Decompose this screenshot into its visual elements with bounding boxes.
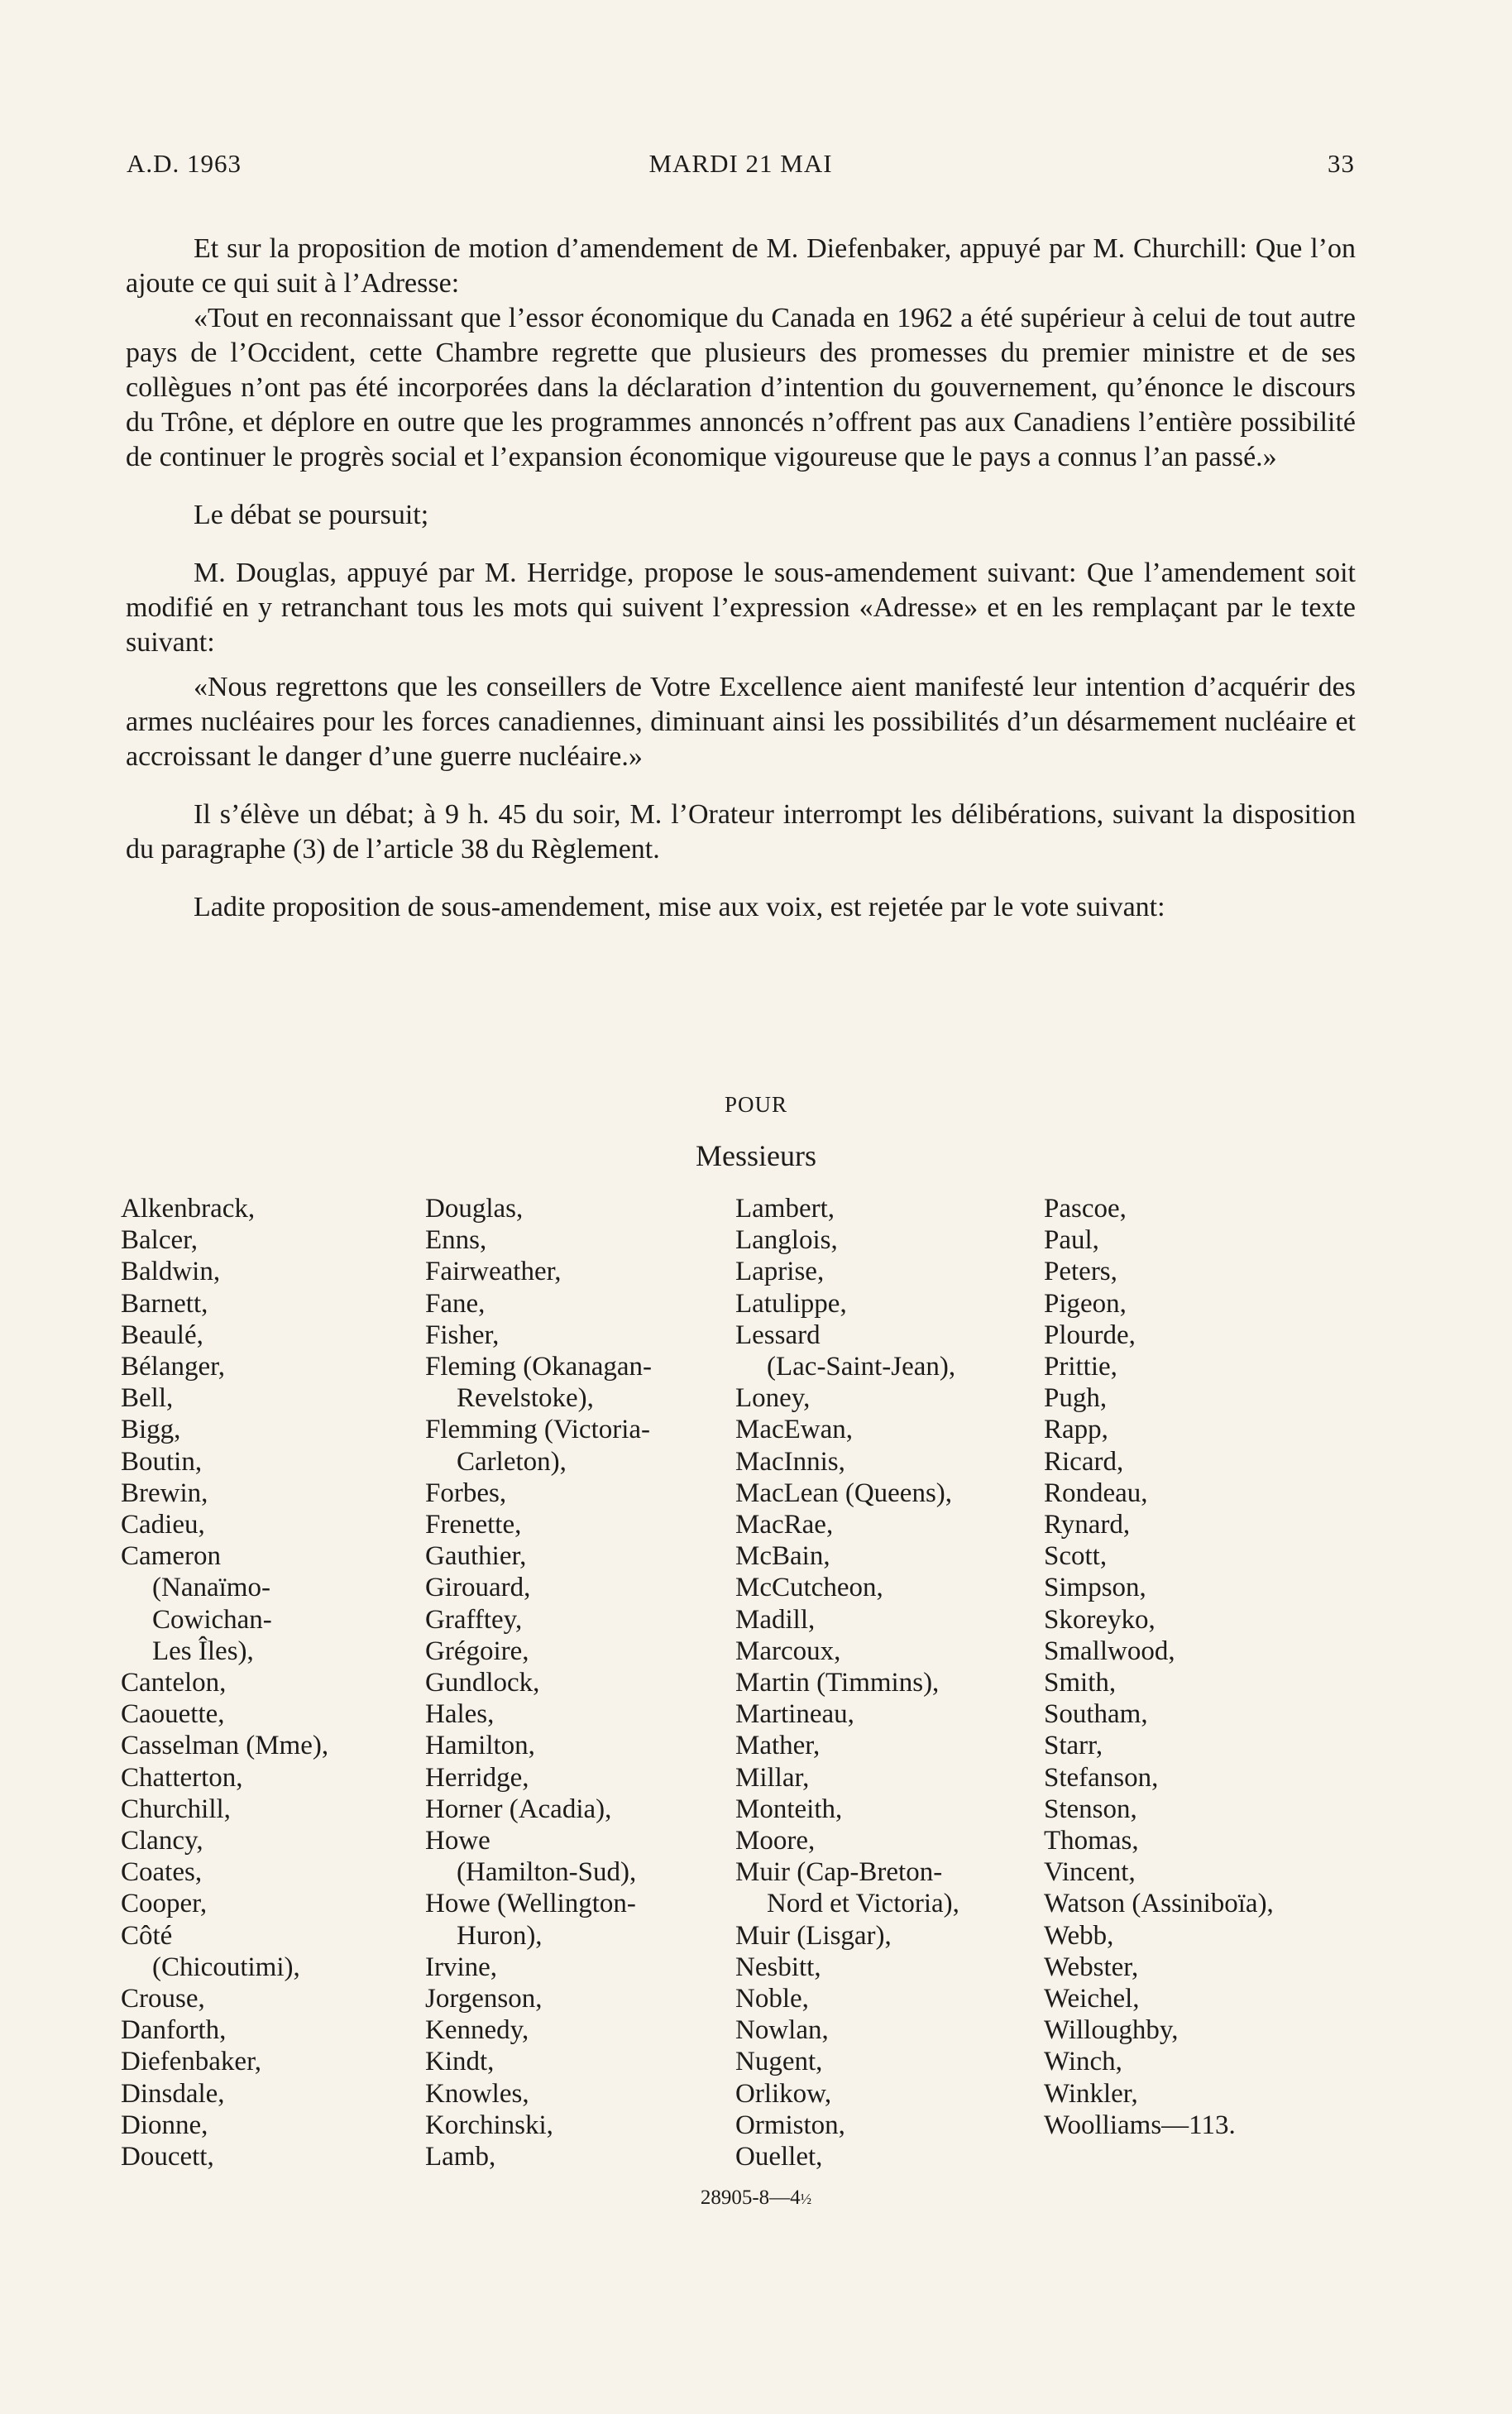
member-name: Cooper,	[121, 1889, 208, 1919]
member-name: Winch,	[1044, 2047, 1122, 2077]
member-name: Winkler,	[1044, 2078, 1138, 2109]
member-name: McBain,	[735, 1541, 830, 1572]
member-name: Chatterton,	[121, 1762, 243, 1793]
member-name: Smallwood,	[1044, 1636, 1175, 1666]
member-name: Gundlock,	[425, 1668, 540, 1698]
member-name: Monteith,	[735, 1794, 843, 1824]
subamendment-paragraph: M. Douglas, appuyé par M. Herridge, propose le sous-amendement suivant: Que l’amendement soit modifié en y retranchant tous les mots qui suivent l’expression «Adresse» et en les remplaçant par le texte suivant:	[126, 558, 1356, 658]
member-name: Ormiston,	[735, 2110, 845, 2140]
member-name: Casselman (Mme),	[121, 1731, 329, 1761]
member-name: Pascoe,	[1044, 1194, 1127, 1224]
member-name: Cameron	[121, 1541, 221, 1572]
member-name: Stefanson,	[1044, 1762, 1159, 1793]
member-name: Nesbitt,	[735, 1952, 821, 1982]
member-name: Webb,	[1044, 1920, 1114, 1951]
print-code-fraction: ½	[800, 2191, 812, 2207]
member-name: Horner (Acadia),	[425, 1794, 612, 1824]
member-name: Ouellet,	[735, 2142, 823, 2172]
member-name: Boutin,	[121, 1446, 203, 1477]
member-name: Cowichan-	[152, 1604, 272, 1635]
debate-interrupted: Il s’élève un débat; à 9 h. 45 du soir, M. l’Orateur interrompt les délibérations, suivant la disposition du paragraphe (3) de l’article 38 du Règlement.	[126, 799, 1356, 865]
member-name: Howe	[425, 1826, 490, 1856]
member-name: Muir (Lisgar),	[735, 1920, 892, 1951]
member-name: Nord et Victoria),	[767, 1889, 959, 1919]
member-name: Grégoire,	[425, 1636, 529, 1666]
member-name: Smith,	[1044, 1668, 1117, 1698]
member-name: (Nanaïmo-	[152, 1573, 270, 1603]
member-name: Balcer,	[121, 1225, 199, 1256]
debate-continues: Le débat se poursuit;	[194, 500, 429, 530]
member-name: Enns,	[425, 1225, 487, 1256]
member-name: Orlikow,	[735, 2078, 832, 2109]
member-name: Paul,	[1044, 1225, 1099, 1256]
member-name: Doucett,	[121, 2142, 214, 2172]
member-name: Rapp,	[1044, 1415, 1108, 1445]
member-name: Lamb,	[425, 2142, 496, 2172]
member-name: Lambert,	[735, 1194, 835, 1224]
member-name: Ricard,	[1044, 1446, 1124, 1477]
member-name: Lessard	[735, 1320, 821, 1350]
member-name: Cantelon,	[121, 1668, 227, 1698]
vote-result: Ladite proposition de sous-amendement, mise aux voix, est rejetée par le vote suivant:	[194, 892, 1165, 922]
member-name: Peters,	[1044, 1257, 1117, 1287]
member-name: Muir (Cap-Breton-	[735, 1857, 943, 1888]
member-name: Martin (Timmins),	[735, 1668, 940, 1698]
member-name: McCutcheon,	[735, 1573, 883, 1603]
member-name: Girouard,	[425, 1573, 531, 1603]
member-name: Southam,	[1044, 1699, 1148, 1730]
member-name: Beaulé,	[121, 1320, 203, 1350]
member-name: MacLean (Queens),	[735, 1478, 953, 1508]
member-name: Huron),	[457, 1920, 543, 1951]
member-name: Brewin,	[121, 1478, 208, 1508]
member-name: Weichel,	[1044, 1984, 1140, 2014]
member-name: Webster,	[1044, 1952, 1139, 1982]
member-name: Forbes,	[425, 1478, 507, 1508]
member-name: Douglas,	[425, 1194, 524, 1224]
member-name: MacEwan,	[735, 1415, 854, 1445]
motion-paragraph: Et sur la proposition de motion d’amendement de M. Diefenbaker, appuyé par M. Churchill: Que l’on ajoute ce qui suit à l’Adresse:	[126, 233, 1356, 299]
member-name: Korchinski,	[425, 2110, 553, 2140]
member-name: Nowlan,	[735, 2015, 829, 2046]
member-name: Knowles,	[425, 2078, 529, 2109]
member-name: Rondeau,	[1044, 1478, 1148, 1508]
vote-subheading: Messieurs	[696, 1139, 816, 1172]
member-name: Simpson,	[1044, 1573, 1146, 1603]
running-header	[127, 149, 1355, 185]
member-name: Flemming (Victoria-	[425, 1415, 651, 1445]
member-name: Grafftey,	[425, 1604, 523, 1635]
member-name: Kennedy,	[425, 2015, 529, 2046]
member-name: Caouette,	[121, 1699, 225, 1730]
member-name: (Chicoutimi),	[152, 1952, 300, 1982]
member-name: Les Îles),	[152, 1636, 254, 1666]
member-name: Alkenbrack,	[121, 1194, 256, 1224]
member-name: Nugent,	[735, 2047, 823, 2077]
member-name: Stenson,	[1044, 1794, 1137, 1824]
member-name: Hales,	[425, 1699, 495, 1730]
names-column-4	[1044, 1193, 1274, 2141]
member-name: Churchill,	[121, 1794, 231, 1824]
member-name: Moore,	[735, 1826, 816, 1856]
member-name: Skoreyko,	[1044, 1604, 1156, 1635]
member-name: Martineau,	[735, 1699, 854, 1730]
member-name: Cadieu,	[121, 1510, 205, 1540]
member-name: Barnett,	[121, 1288, 208, 1319]
member-name: Noble,	[735, 1984, 809, 2014]
member-name: Bélanger,	[121, 1352, 226, 1382]
member-name: Willoughby,	[1044, 2015, 1179, 2046]
member-name: Watson (Assiniboïa),	[1044, 1889, 1274, 1919]
member-name: Frenette,	[425, 1510, 522, 1540]
member-name: Scott,	[1044, 1541, 1108, 1572]
names-column-2	[425, 1193, 652, 2172]
header-date: MARDI 21 MAI	[648, 149, 833, 178]
names-column-3	[735, 1193, 959, 2172]
member-name: Côté	[121, 1920, 173, 1951]
member-name: Dinsdale,	[121, 2078, 225, 2109]
member-name: Plourde,	[1044, 1320, 1136, 1350]
member-name: Herridge,	[425, 1762, 529, 1793]
names-column-1	[121, 1193, 328, 2172]
member-name: Jorgenson,	[425, 1984, 543, 2014]
member-name: Prittie,	[1044, 1352, 1117, 1382]
member-name: Marcoux,	[735, 1636, 841, 1666]
member-name: Fleming (Okanagan-	[425, 1352, 653, 1382]
member-name: Revelstoke),	[457, 1383, 594, 1414]
member-name: Millar,	[735, 1762, 810, 1793]
member-name: Gauthier,	[425, 1541, 527, 1572]
page-number: 33	[1328, 149, 1355, 178]
member-name: Starr,	[1044, 1731, 1103, 1761]
print-code	[0, 2186, 1512, 2210]
member-name: Fane,	[425, 1288, 486, 1319]
amendment-quote: «Tout en reconnaissant que l’essor économique du Canada en 1962 a été supérieur à celui de tout autre pays de l’Occident, cette Chambre regrette que plusieurs des promesses du premier ministre et de ses collègues n’ont pas été incorporées dans la déclaration d’intention du gouvernement, qu’énonce le discours du Trône, et déplore en outre que les programmes annoncés n’offrent pas aux Canadiens l’entière possibilité de continuer le progrès social et l’expansion économique vigoureuse que le pays a connus l’an passé.»	[126, 303, 1356, 472]
member-name: Bell,	[121, 1383, 174, 1414]
member-name: Mather,	[735, 1731, 821, 1761]
member-name: Rynard,	[1044, 1510, 1131, 1540]
member-name: MacRae,	[735, 1510, 834, 1540]
member-name: Hamilton,	[425, 1731, 535, 1761]
print-code-number: 28905-8—4	[700, 2186, 801, 2209]
member-name: Fairweather,	[425, 1257, 562, 1287]
member-name: Woolliams—113.	[1044, 2110, 1236, 2140]
member-name: MacInnis,	[735, 1446, 845, 1477]
member-name: Laprise,	[735, 1257, 825, 1287]
proceedings-text	[126, 232, 1356, 925]
member-name: Pigeon,	[1044, 1288, 1127, 1319]
member-name: Fisher,	[425, 1320, 500, 1350]
member-name: (Hamilton-Sud),	[457, 1857, 637, 1888]
member-name: Clancy,	[121, 1826, 203, 1856]
member-name: Diefenbaker,	[121, 2047, 261, 2077]
member-name: Madill,	[735, 1604, 816, 1635]
member-name: Howe (Wellington-	[425, 1889, 636, 1919]
member-name: Kindt,	[425, 2047, 495, 2077]
member-name: Pugh,	[1044, 1383, 1108, 1414]
member-name: Carleton),	[457, 1446, 567, 1477]
member-name: Danforth,	[121, 2015, 227, 2046]
member-name: Irvine,	[425, 1952, 498, 1982]
member-name: Thomas,	[1044, 1826, 1139, 1856]
member-name: Latulippe,	[735, 1288, 847, 1319]
member-name: Crouse,	[121, 1984, 205, 2014]
member-name: (Lac-Saint-Jean),	[767, 1352, 956, 1382]
subamendment-quote: «Nous regrettons que les conseillers de Votre Excellence aient manifesté leur intention d’acquérir des armes nucléaires pour les forces canadiennes, diminuant ainsi les possibilités d’un désarmement nucléaire et accroissant le danger d’une guerre nucléaire.»	[126, 672, 1356, 772]
member-name: Dionne,	[121, 2110, 208, 2140]
vote-heading: POUR	[724, 1092, 788, 1117]
member-name: Baldwin,	[121, 1257, 221, 1287]
member-name: Loney,	[735, 1383, 811, 1414]
member-name: Bigg,	[121, 1415, 181, 1445]
member-name: Vincent,	[1044, 1857, 1136, 1888]
member-name: Langlois,	[735, 1225, 838, 1256]
header-year: A.D. 1963	[127, 149, 242, 178]
member-name: Coates,	[121, 1857, 203, 1888]
